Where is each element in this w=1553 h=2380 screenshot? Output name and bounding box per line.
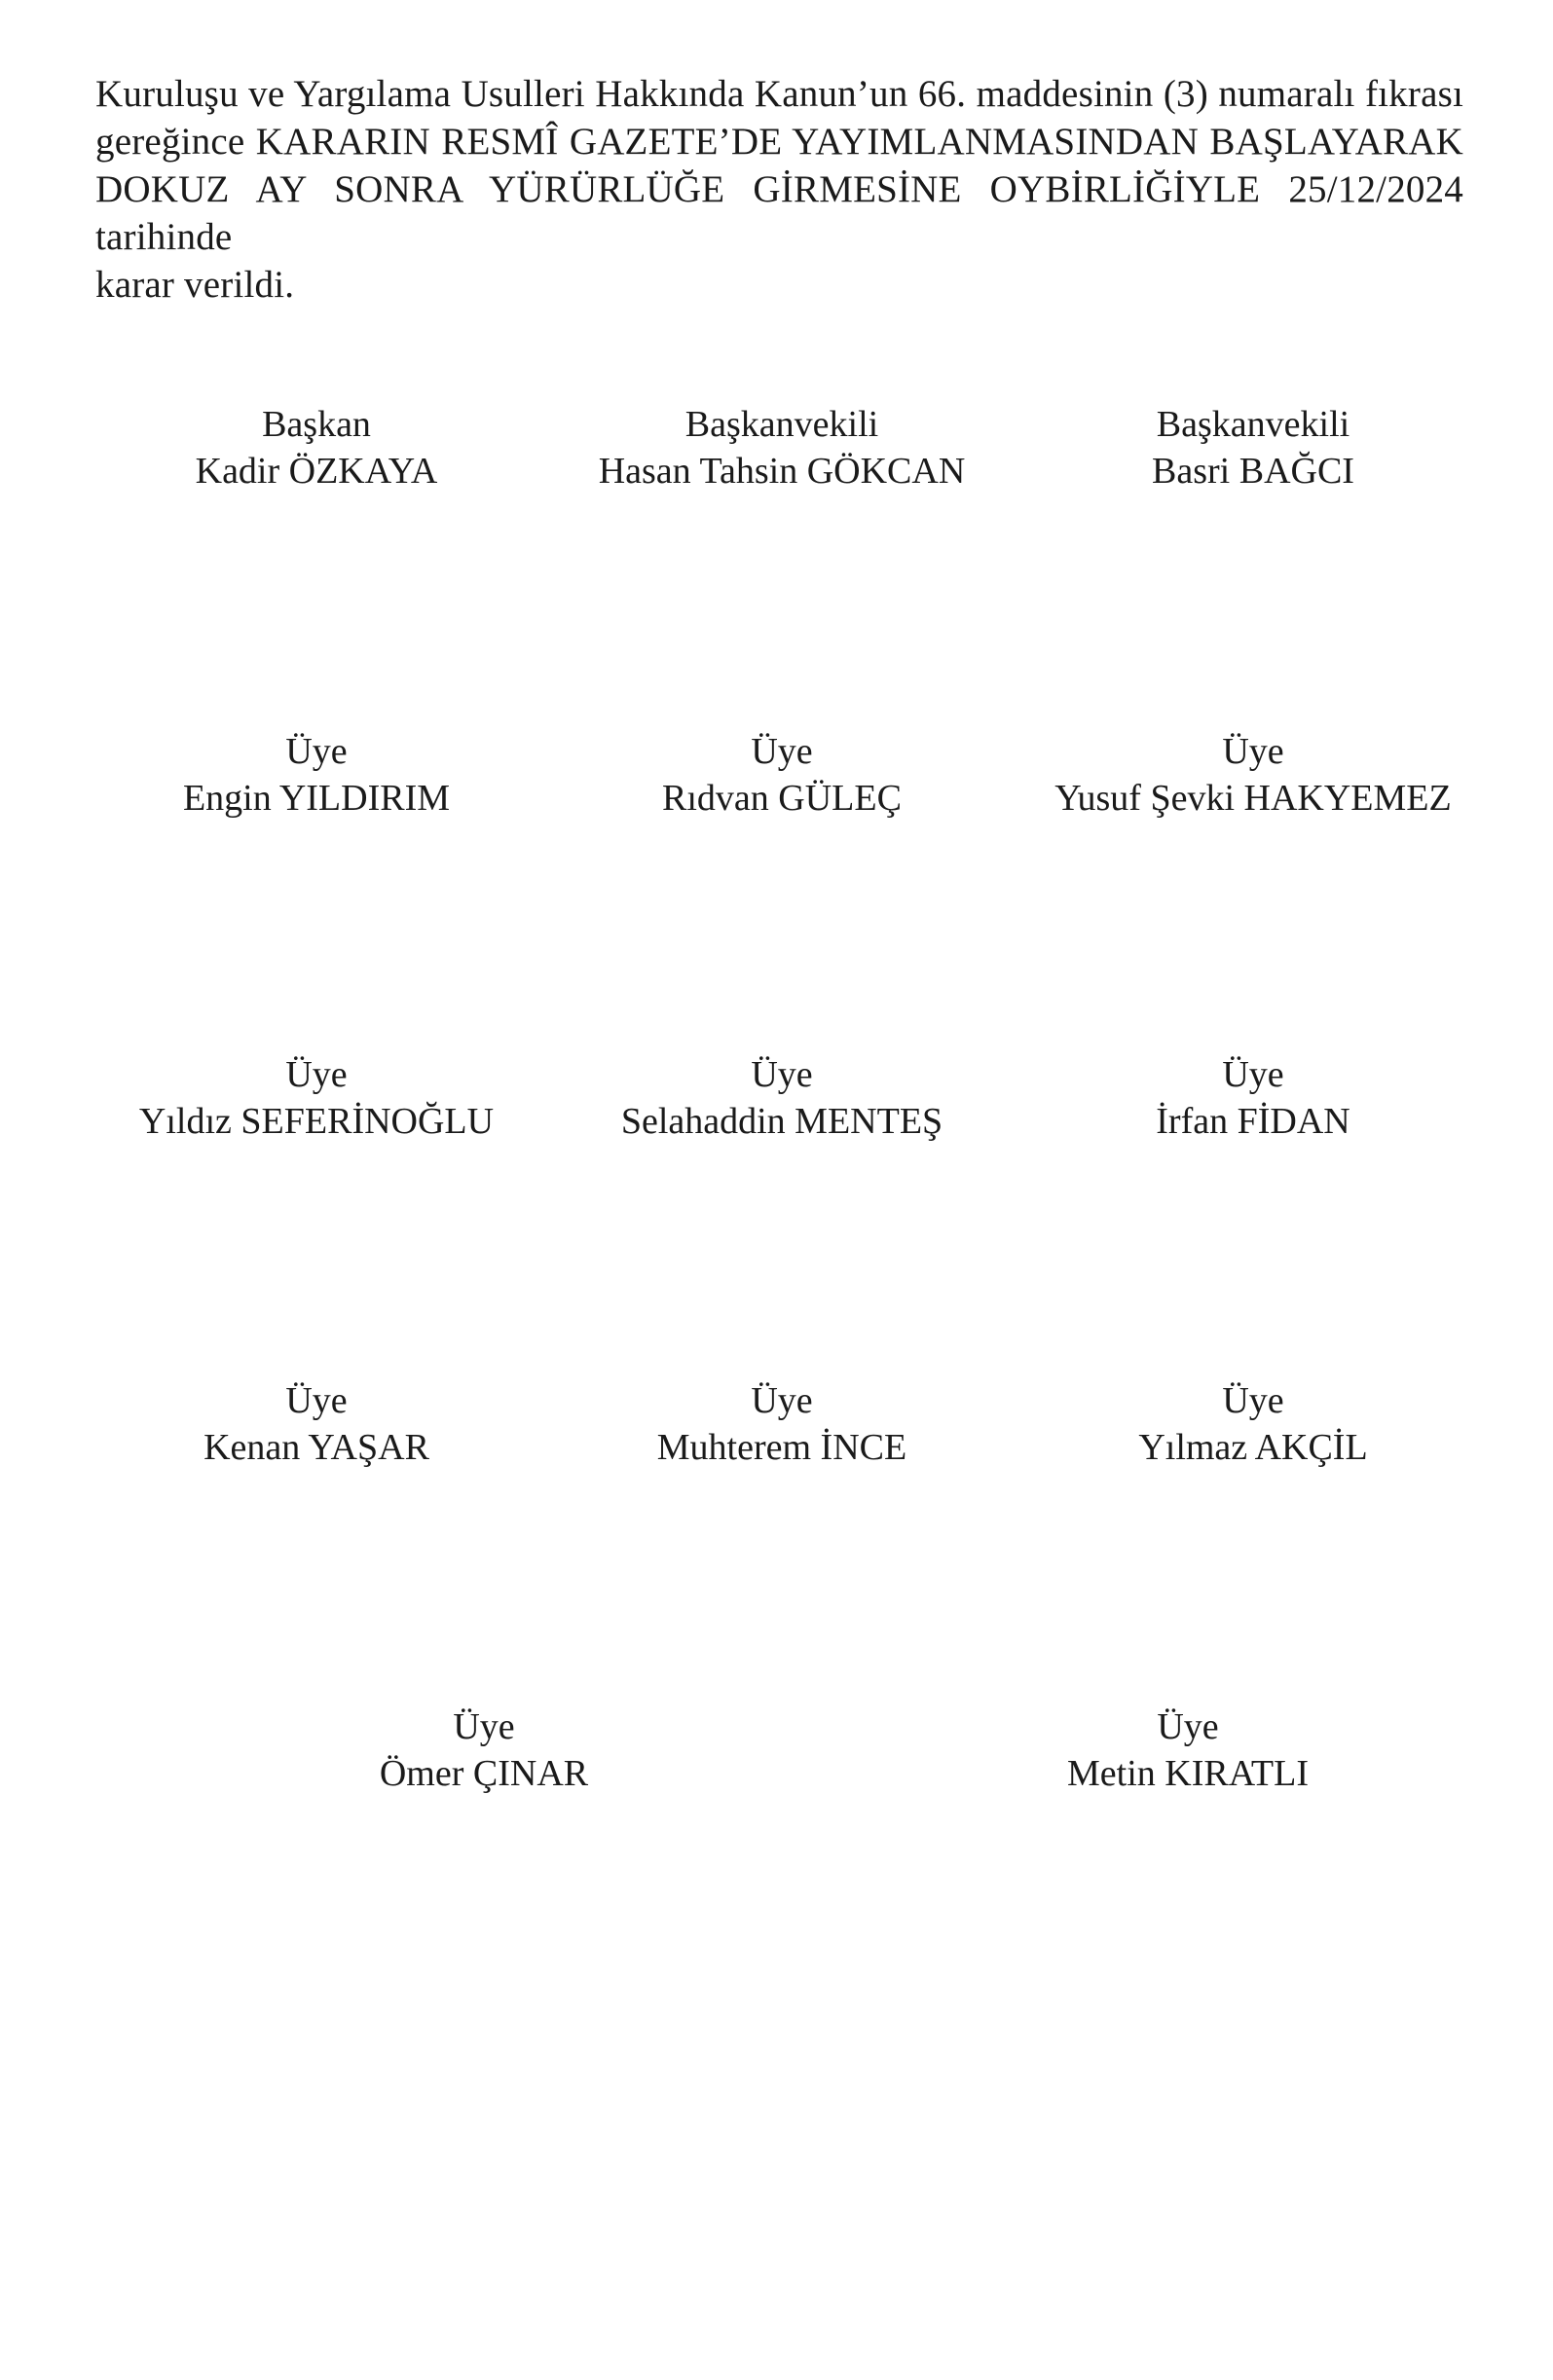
signature-block-member [231, 1703, 737, 1797]
signatory-role: Üye [1222, 1380, 1284, 1421]
signatory-role: Üye [285, 731, 348, 772]
signatory-name: Yılmaz AKÇİL [1138, 1427, 1368, 1468]
signatory-name: Yusuf Şevki HAKYEMEZ [1054, 778, 1452, 819]
signatory-name: Selahaddin MENTEŞ [620, 1101, 943, 1142]
paragraph-line-4: karar verildi. [95, 264, 295, 306]
signatory-role: Üye [751, 731, 813, 772]
signature-block-member [63, 1377, 570, 1471]
signatory-role: Başkan [262, 404, 371, 445]
signatory-name: Muhterem İNCE [656, 1427, 907, 1468]
signatory-role: Üye [285, 1380, 348, 1421]
signatory-role: Üye [751, 1054, 813, 1095]
signatory-role: Başkanvekili [684, 404, 879, 445]
signature-block-member [529, 1377, 1035, 1471]
signatory-role: Üye [1157, 1706, 1219, 1747]
paragraph-line-3: DOKUZ AY SONRA YÜRÜRLÜĞE GİRMESİNE OYBİRLİĞİYLE 25/12/2024 tarihinde [95, 168, 1463, 258]
signature-block-vice-president-2 [1000, 401, 1506, 494]
signatory-role: Üye [1222, 1054, 1284, 1095]
signature-block-member [1000, 1051, 1506, 1145]
signature-block-member [935, 1703, 1441, 1797]
signatory-name: Ömer ÇINAR [379, 1753, 589, 1794]
paragraph-line-2: gereğince KARARIN RESMÎ GAZETE’DE YAYIMLANMASINDAN BAŞLAYARAK [95, 121, 1463, 163]
paragraph-line-1: Kuruluşu ve Yargılama Usulleri Hakkında Kanun’un 66. maddesinin (3) numaralı fıkrası [95, 73, 1463, 115]
signature-block-vice-president-1 [529, 401, 1035, 494]
signatory-name: Yıldız SEFERİNOĞLU [138, 1101, 495, 1142]
signatory-name: Basri BAĞCI [1152, 451, 1354, 492]
signature-block-member [529, 728, 1035, 822]
signatory-role: Üye [751, 1380, 813, 1421]
signature-block-member [63, 1051, 570, 1145]
signatory-name: Kadir ÖZKAYA [195, 451, 438, 492]
signatory-name: Engin YILDIRIM [182, 778, 451, 819]
signature-block-president [63, 401, 570, 494]
signature-block-member [63, 728, 570, 822]
signatory-role: Üye [285, 1054, 348, 1095]
signature-block-member [529, 1051, 1035, 1145]
signatory-name: Hasan Tahsin GÖKCAN [598, 451, 966, 492]
signatory-name: Rıdvan GÜLEÇ [662, 778, 902, 819]
signatory-role: Başkanvekili [1156, 404, 1350, 445]
signatory-name: Kenan YAŞAR [203, 1427, 429, 1468]
signature-block-member [1000, 728, 1506, 822]
signatory-name: Metin KIRATLI [1066, 1753, 1310, 1794]
signature-block-member [1000, 1377, 1506, 1471]
signatory-role: Üye [453, 1706, 515, 1747]
signatory-name: İrfan FİDAN [1156, 1101, 1350, 1142]
decision-paragraph [95, 70, 1463, 309]
signatory-role: Üye [1222, 731, 1284, 772]
